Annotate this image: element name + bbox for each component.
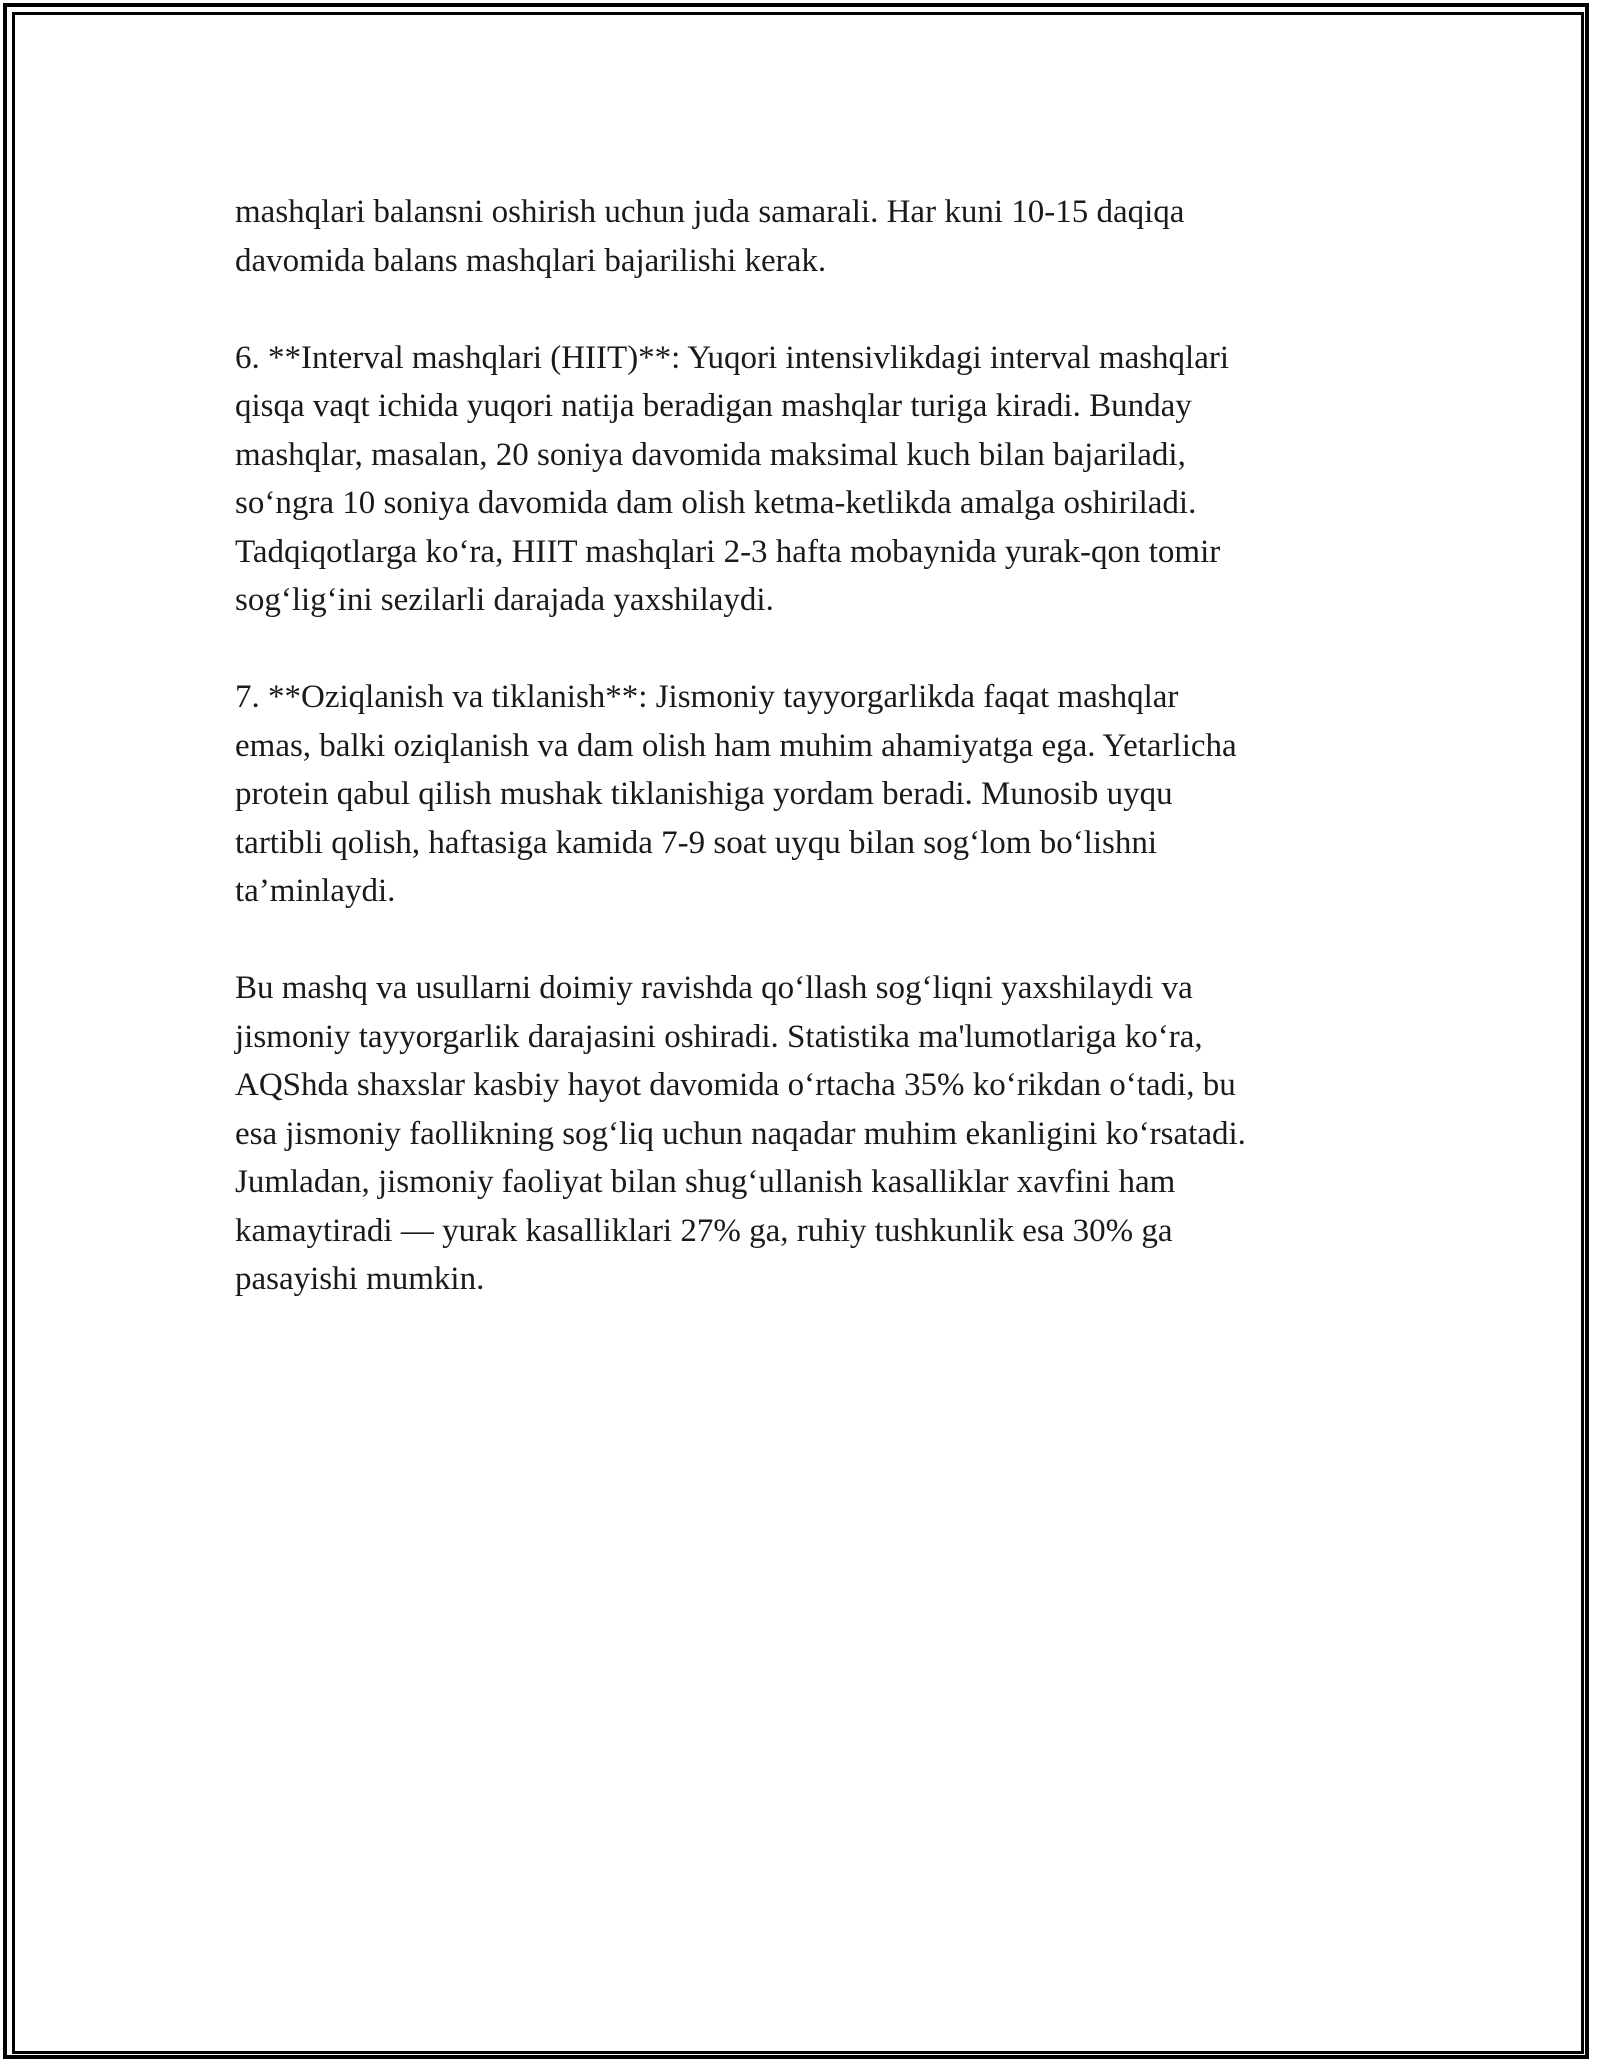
- paragraph-conclusion: Bu mashq va usullarni doimiy ravishda qo‘llash sog‘liqni yaxshilaydi va jismoniy tayyorgarlik darajasini oshiradi. Statistika ma'lumotlariga ko‘ra, AQShda shaxslar kasbiy hayot davomida o‘rtacha 35% ko‘rikdan o‘tadi, bu esa jismoniy faollikning sog‘liq uchun naqadar muhim ekanligini ko‘rsatadi. Jumladan, jismoniy faoliyat bilan shug‘ullanish kasalliklar xavfini ham kamaytiradi — yurak kasalliklari 27% ga, ruhiy tushkunlik esa 30% ga pasayishi mumkin.: [235, 970, 1246, 1297]
- paragraph-hiit: 6. **Interval mashqlari (HIIT)**: Yuqori intensivlikdagi interval mashqlari qisqa vaqt ichida yuqori natija beradigan mashqlar turiga kiradi. Bunday mashqlar, masalan, 20 soniya davomida maksimal kuch bilan bajariladi, so‘ngra 10 soniya davomida dam olish ketma-ketlikda amalga oshiriladi. Tadqiqotlarga ko‘ra, HIIT mashqlari 2-3 hafta mobaynida yurak-qon tomir sog‘lig‘ini sezilarli darajada yaxshilaydi.: [235, 339, 1230, 618]
- paragraph-nutrition: 7. **Oziqlanish va tiklanish**: Jismoniy tayyorgarlikda faqat mashqlar emas, balki oziqlanish va dam olish ham muhim ahamiyatga ega. Yetarlicha protein qabul qilish mushak tiklanishiga yordam beradi. Munosib uyqu tartibli qolish, haftasiga kamida 7-9 soat uyqu bilan sog‘lom bo‘lishni ta’minlaydi.: [235, 679, 1237, 909]
- document-body: [235, 188, 1365, 1352]
- paragraph-balance-continuation: mashqlari balansni oshirish uchun juda samarali. Har kuni 10-15 daqiqa davomida balans mashqlari bajarilishi kerak.: [235, 194, 1185, 279]
